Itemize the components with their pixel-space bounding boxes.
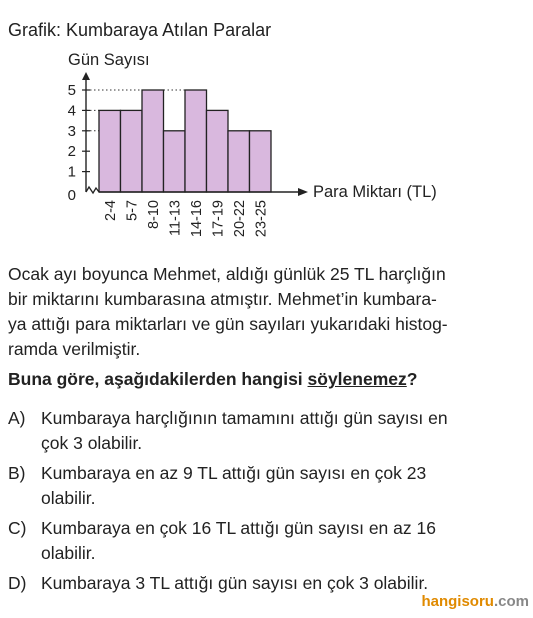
y-tick-label: 4 <box>67 102 76 120</box>
option-c[interactable] <box>8 516 508 566</box>
histogram-bar <box>164 131 186 192</box>
option-text: çok 3 olabilir. <box>41 433 143 453</box>
axis-break <box>86 187 99 193</box>
origin-label: 0 <box>67 187 76 204</box>
option-text: olabilir. <box>41 488 96 508</box>
x-tick-label: 5-7 <box>124 200 141 221</box>
option-a[interactable] <box>8 406 508 456</box>
question-mark: ? <box>406 369 418 389</box>
y-axis-arrow <box>82 72 90 80</box>
option-text: Kumbaraya 3 TL attığı gün sayısı en çok 3 olabilir. <box>41 573 429 593</box>
x-axis-title: Para Miktarı (TL) <box>313 183 437 201</box>
y-tick-label: 3 <box>67 122 76 140</box>
histogram-bar <box>99 110 121 192</box>
watermark-name: hangisoru <box>421 593 494 610</box>
paragraph-line: Ocak ayı boyunca Mehmet, aldığı günlük 25 TL harçlığın <box>8 264 446 284</box>
x-tick-label: 20-22 <box>231 200 248 238</box>
y-tick-label: 1 <box>67 163 76 181</box>
y-tick-label: 5 <box>67 82 76 99</box>
option-letter: C) <box>8 518 27 538</box>
option-text: Kumbaraya en az 9 TL attığı gün sayısı en çok 23 <box>41 463 427 483</box>
histogram-chart <box>0 0 533 250</box>
option-letter: D) <box>8 573 27 593</box>
question-text: Buna göre, aşağıdakilerden hangisi <box>8 369 308 389</box>
option-letter: B) <box>8 463 26 483</box>
question-emphasis: söylenemez <box>307 369 407 389</box>
question-stem <box>8 369 417 390</box>
paragraph-line: bir miktarını kumbarasına atmıştır. Mehmet’in kumbara- <box>8 289 437 309</box>
x-axis-arrow <box>298 188 308 196</box>
watermark-tld: .com <box>493 593 529 610</box>
chart-title: Grafik: Kumbaraya Atılan Paralar <box>8 20 272 40</box>
x-tick-label: 17-19 <box>210 200 227 238</box>
x-tick-label: 2-4 <box>102 200 119 221</box>
histogram-bar <box>207 110 229 192</box>
question-paragraph <box>8 262 508 362</box>
histogram-bar <box>228 131 250 192</box>
paragraph-line: ramda verilmiştir. <box>8 339 141 359</box>
option-text: Kumbaraya harçlığının tamamını attığı gün sayısı en <box>41 408 448 428</box>
option-text: Kumbaraya en çok 16 TL attığı gün sayısı en az 16 <box>41 518 436 538</box>
histogram-bar <box>121 110 143 192</box>
site-watermark <box>421 593 529 610</box>
option-b[interactable] <box>8 461 508 511</box>
histogram-bar <box>250 131 272 192</box>
x-tick-label: 23-25 <box>253 200 270 238</box>
x-tick-label: 8-10 <box>145 200 162 230</box>
x-tick-label: 11-13 <box>167 200 184 237</box>
answer-options <box>8 406 508 601</box>
y-axis-title: Gün Sayısı <box>68 51 150 69</box>
paragraph-line: ya attığı para miktarları ve gün sayıları yukarıdaki histog- <box>8 314 448 334</box>
histogram-bar <box>185 90 207 192</box>
option-letter: A) <box>8 408 26 428</box>
option-text: olabilir. <box>41 543 96 563</box>
x-tick-label: 14-16 <box>188 200 205 238</box>
histogram-bar <box>142 90 164 192</box>
y-tick-label: 2 <box>67 143 76 161</box>
